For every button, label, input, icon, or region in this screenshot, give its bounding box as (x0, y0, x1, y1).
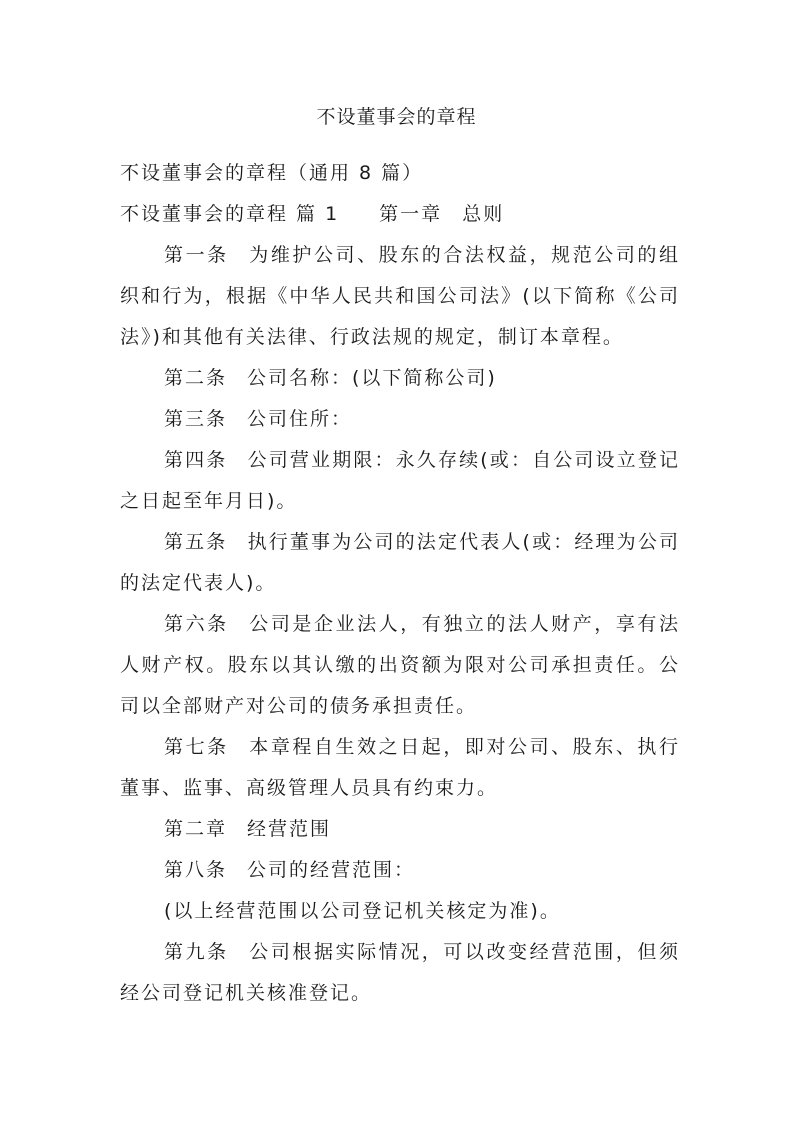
article-7 (120, 727, 680, 809)
article-4-num: 第四条 (164, 449, 228, 471)
article-7-num: 第七条 (164, 736, 229, 758)
article-7-text: 本章程自生效之日起，即对公司、股东、执行董事、监事、高级管理人员具有约束力。 (120, 736, 680, 799)
document-title: 不设董事会的章程 (316, 106, 477, 128)
chapter-2-name: 经营范围 (247, 818, 332, 840)
document-subtitle: 不设董事会的章程（通用 8 篇） (120, 162, 424, 184)
article-9 (120, 932, 680, 1014)
article-8-num: 第八条 (164, 859, 228, 881)
article-4 (120, 440, 680, 522)
article-9-text: 公司根据实际情况，可以改变经营范围，但须经公司登记机关核准登记。 (120, 941, 680, 1004)
article-1-text: 为维护公司、股东的合法权益，规范公司的组织和行为，根据《中华人民共和国公司法》(以下简称《公司法》)和其他有关法律、行政法规的规定，制订本章程。 (120, 244, 680, 348)
article-2 (120, 358, 680, 399)
article-6 (120, 604, 680, 727)
article-8 (120, 850, 680, 891)
article-5 (120, 522, 680, 604)
article-6-num: 第六条 (164, 613, 229, 635)
article-3-text: 公司住所： (247, 408, 353, 430)
chapter-2-heading (120, 809, 680, 850)
part-label: 不设董事会的章程 篇 1 (120, 203, 340, 225)
document-body (120, 153, 680, 1014)
chapter-2-label: 第二章 (164, 818, 228, 840)
article-1 (120, 235, 680, 358)
article-9-num: 第九条 (164, 941, 229, 963)
article-1-num: 第一条 (164, 244, 229, 266)
part-heading (120, 194, 680, 235)
article-2-num: 第二条 (164, 367, 228, 389)
article-3-num: 第三条 (164, 408, 228, 430)
article-8-text: 公司的经营范围： (247, 859, 416, 881)
article-5-text: 执行董事为公司的法定代表人(或：经理为公司的法定代表人)。 (120, 531, 680, 594)
chapter-1-label: 第一章 (379, 203, 443, 225)
article-6-text: 公司是企业法人，有独立的法人财产，享有法人财产权。股东以其认缴的出资额为限对公司承担责任。公司以全部财产对公司的债务承担责任。 (120, 613, 680, 717)
article-3 (120, 399, 680, 440)
chapter-1-name: 总则 (462, 203, 505, 225)
scope-note: (以上经营范围以公司登记机关核定为准)。 (164, 900, 561, 922)
article-5-num: 第五条 (164, 531, 228, 553)
article-4-text: 公司营业期限：永久存续(或：自公司设立登记之日起至年月日)。 (120, 449, 680, 512)
article-2-text: 公司名称：(以下简称公司) (247, 367, 497, 389)
